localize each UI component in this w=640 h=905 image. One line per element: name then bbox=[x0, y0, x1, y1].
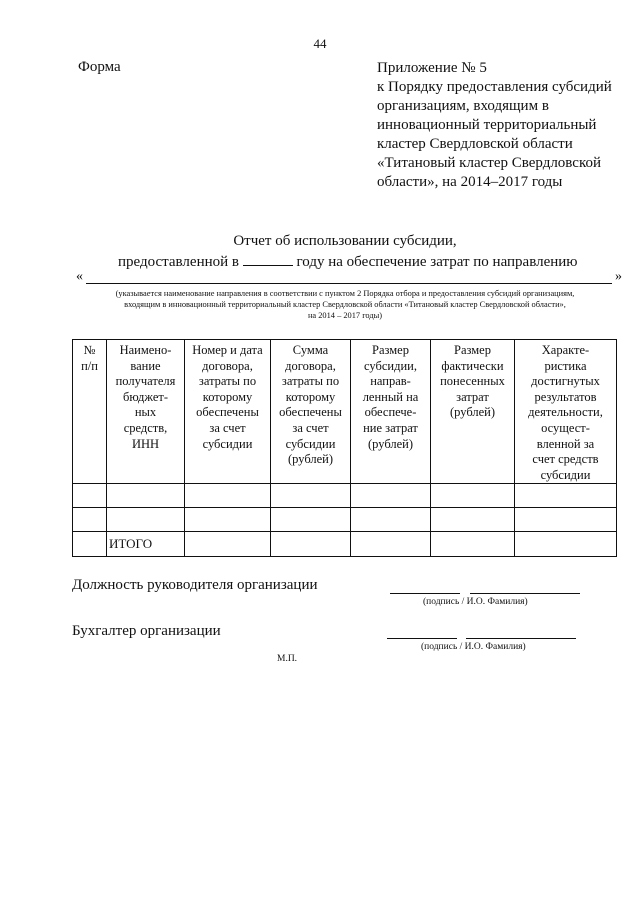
direction-note bbox=[60, 288, 630, 321]
header-recipient: Наимено- вание получателя бюджет- ных средств, ИНН bbox=[107, 340, 185, 484]
report-title: Отчет об использовании субсидии, bbox=[233, 233, 457, 249]
head-signature-hint: (подпись / И.О. Фамилия) bbox=[423, 597, 528, 607]
note-line: входящим в инновационный территориальный кластер Свердловской области «Титановый кластер Свердловской области», bbox=[124, 300, 566, 309]
accountant-signature-hint: (подпись / И.О. Фамилия) bbox=[421, 642, 526, 652]
appendix-line: Приложение № 5 bbox=[377, 60, 487, 76]
head-position-label: Должность руководителя организации bbox=[72, 577, 318, 593]
appendix-line: к Порядку предоставления субсидий bbox=[377, 79, 612, 95]
head-signature-line bbox=[390, 593, 460, 594]
table-row bbox=[73, 508, 617, 532]
quote-open: « bbox=[76, 269, 83, 284]
appendix-line: организациям, входящим в bbox=[377, 98, 549, 114]
appendix-line: «Титановый кластер Свердловской bbox=[377, 155, 602, 171]
total-row bbox=[73, 532, 617, 557]
form-label: Форма bbox=[78, 59, 121, 75]
appendix-line: кластер Свердловской области bbox=[377, 136, 573, 152]
accountant-label: Бухгалтер организации bbox=[72, 623, 221, 639]
stamp-place: М.П. bbox=[277, 654, 298, 664]
header-number: № п/п bbox=[73, 340, 107, 484]
year-blank bbox=[243, 253, 293, 266]
report-table bbox=[72, 339, 617, 557]
quote-close: » bbox=[615, 269, 622, 284]
note-line: на 2014 – 2017 годы) bbox=[307, 311, 383, 320]
appendix-line: инновационный территориальный bbox=[377, 117, 597, 133]
direction-field bbox=[76, 269, 622, 287]
total-label: ИТОГО bbox=[107, 532, 185, 557]
page-number: 44 bbox=[313, 36, 327, 51]
header-actual-costs: Размер фактически понесенных затрат (рублей) bbox=[431, 340, 515, 484]
accountant-signature-line bbox=[387, 638, 457, 639]
head-name-line bbox=[470, 593, 580, 594]
table-row bbox=[73, 484, 617, 508]
header-contract-sum: Сумма договора, затраты по которому обеспечены за счет субсидии (рублей) bbox=[271, 340, 351, 484]
accountant-name-line bbox=[466, 638, 576, 639]
direction-rule bbox=[86, 283, 612, 284]
appendix-line: области», на 2014–2017 годы bbox=[377, 174, 563, 190]
header-results: Характе- ристика достигнутых результатов деятельности, осущест- вленной за счет средств субсидии bbox=[515, 340, 617, 484]
note-line: (указывается наименование направления в соответствии с пунктом 2 Порядка отбора и предоставления субсидий организациям, bbox=[115, 289, 575, 298]
header-contract: Номер и дата договора, затраты по которому обеспечены за счет субсидии bbox=[185, 340, 271, 484]
subtitle-before: предоставленной в bbox=[118, 254, 239, 270]
header-subsidy-amount: Размер субсидии, направ- ленный на обеспече- ние затрат (рублей) bbox=[351, 340, 431, 484]
appendix-block bbox=[377, 59, 627, 192]
subtitle-after: году на обеспечение затрат по направлению bbox=[296, 254, 578, 270]
table-header-row bbox=[73, 340, 617, 484]
